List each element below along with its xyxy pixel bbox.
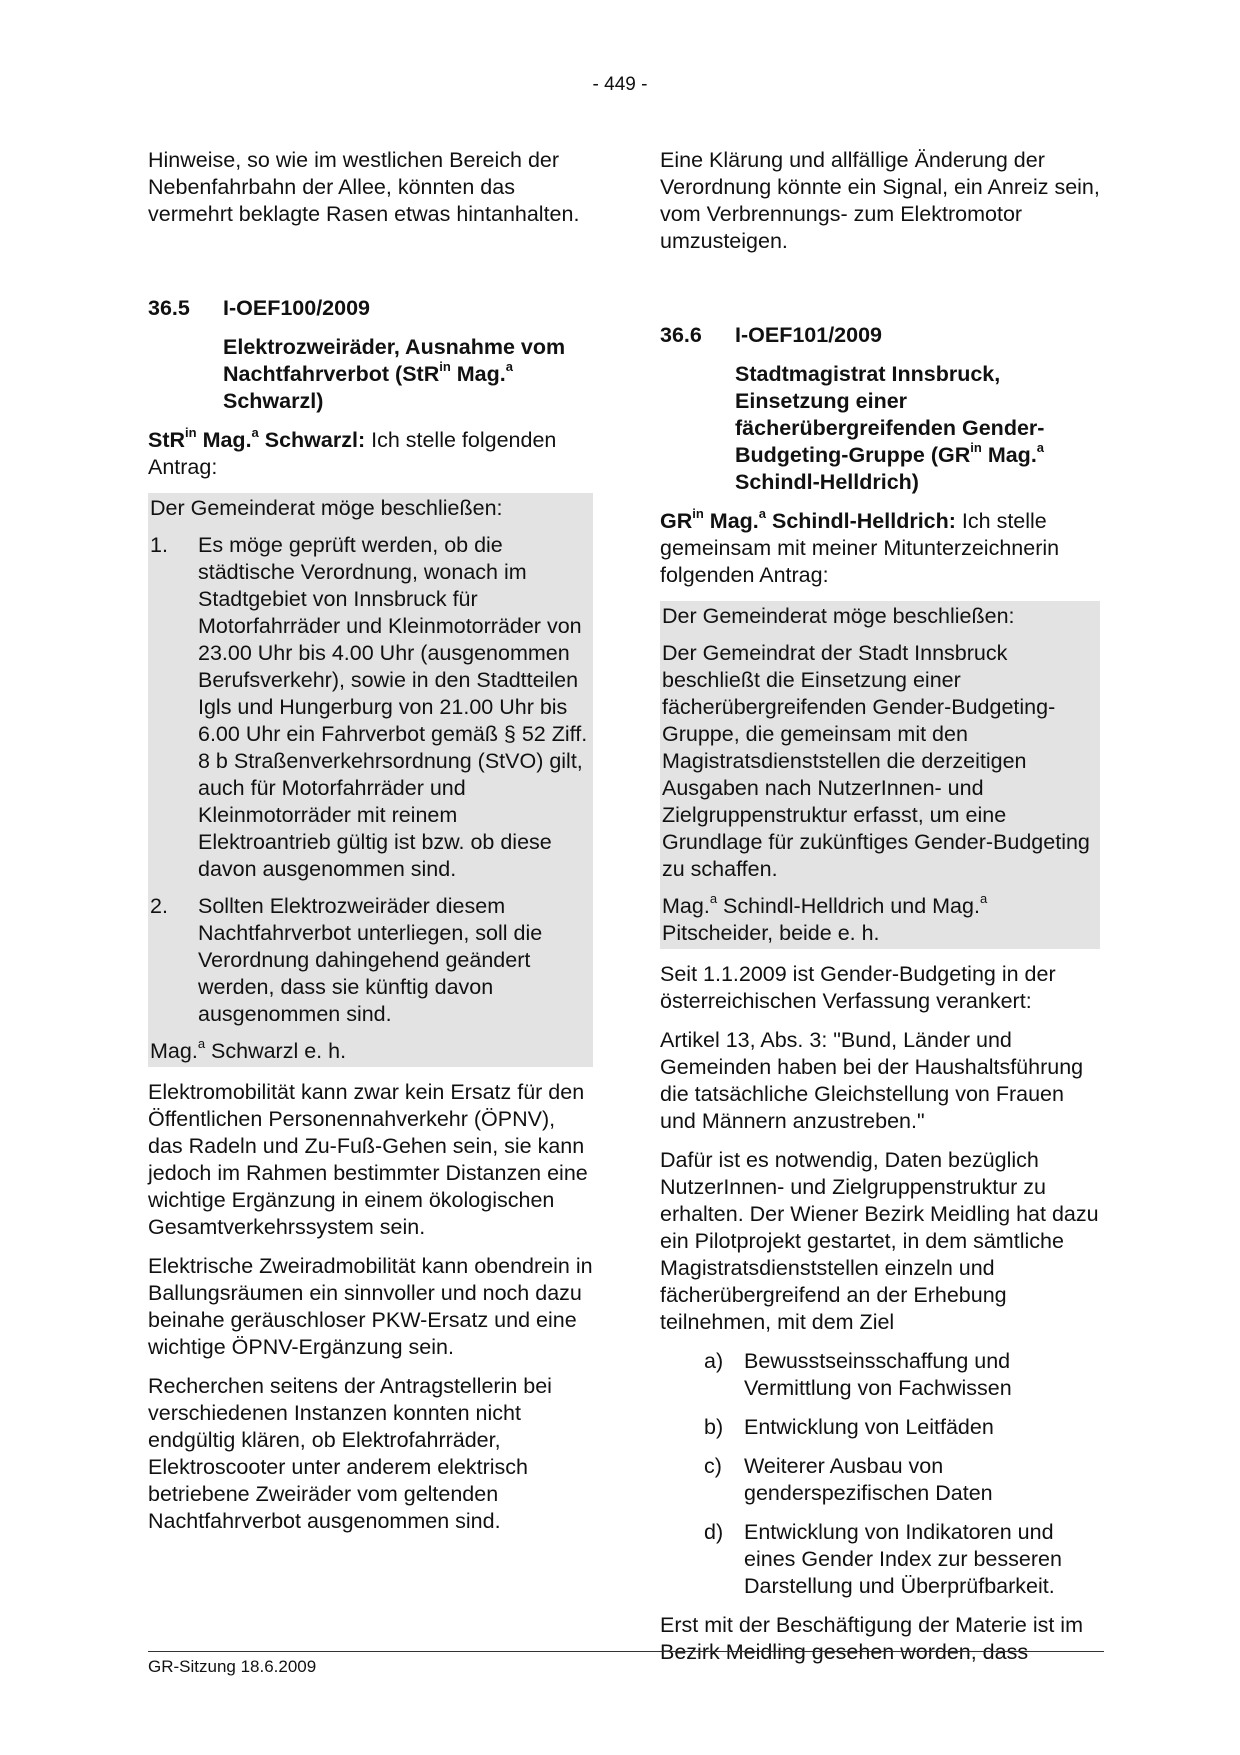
section-heading-36-5: [148, 295, 593, 322]
footer-session-label: GR-Sitzung 18.6.2009: [148, 1657, 317, 1676]
body-paragraph: Seit 1.1.2009 ist Gender-Budgeting in der österreichischen Verfassung verankert:: [660, 962, 1056, 1013]
motion-box: [660, 601, 1100, 949]
section-code: I-OEF101/2009: [735, 323, 883, 347]
body-paragraph: Artikel 13, Abs. 3: "Bund, Länder und Gemeinden haben bei der Haushaltsführung die tatsächliche Gleichstellung von Frauen und Männern anzustreben.": [660, 1028, 1084, 1133]
body-paragraph: Elektrische Zweiradmobilität kann obendrein in Ballungsräumen ein sinnvoller und noch dazu beinahe geräuschloser PKW-Ersatz und eine wichtige ÖPNV-Ergänzung sein.: [148, 1254, 593, 1359]
right-intro-paragraph: Eine Klärung und allfällige Änderung der Verordnung könnte ein Signal, ein Anreiz sein, vom Verbrennungs- zum Elektromotor umzusteigen.: [660, 148, 1100, 253]
motion-list: [150, 532, 591, 1028]
motion-heading: Der Gemeinderat möge beschließen:: [662, 604, 1015, 628]
section-number: 36.5: [148, 296, 190, 320]
motion-signature: Mag.$^a$ Schwarzl e. h.: [150, 1035, 347, 1063]
goal-item: b) Entwicklung von Leitfäden: [704, 1415, 994, 1439]
motion-item: 2. Sollten Elektrozweiräder diesem Nachtfahrverbot unterliegen, soll die Verordnung dahingehend geändert werden, dass sie künftig davon ausgenommen sind.: [150, 894, 543, 1026]
section-number: 36.6: [660, 323, 702, 347]
motion-signature: Mag.$^a$ Schindl-Helldrich und Mag.$^a$ Pitscheider, beide e. h.: [662, 890, 988, 945]
right-column: [660, 147, 1100, 1678]
body-paragraph: Dafür ist es notwendig, Daten bezüglich NutzerInnen- und Zielgruppenstruktur zu erhalten. Der Wiener Bezirk Meidling hat dazu ein Pilotprojekt gestartet, in dem sämtliche Magistratsdienststellen einzeln und fächerübergreifend an der Erhebung teilnehmen, mit dem Ziel: [660, 1148, 1099, 1334]
section-title: Elektrozweiräder, Ausnahme vom Nachtfahrverbot (StR$^{in}$ Mag.$^a$ Schwarzl): [223, 335, 566, 413]
footer-divider: [148, 1651, 1104, 1652]
motion-item: 1. Es möge geprüft werden, ob die städtische Verordnung, wonach im Stadtgebiet von Innsbruck für Motorfahrräder und Kleinmotorräder von 23.00 Uhr bis 4.00 Uhr (ausgenommen Berufsverkehr), sowie in den Stadtteilen Igls und Hungerburg von 21.00 Uhr bis 6.00 Uhr ein Fahrverbot gemäß § 52 Ziff. 8 b Straßenverkehrsordnung (StVO) gilt, auch für Motorfahrräder und Kleinmotorräder mit reinem Elektroantrieb gültig ist bzw. ob diese davon ausgenommen sind.: [150, 533, 588, 881]
section-title: Stadtmagistrat Innsbruck, Einsetzung einer fächerübergreifenden Gender-Budgeting-Gruppe ($GR^{in}$ Mag.$^a$ Schindl-Helldrich): [735, 362, 1045, 494]
section-heading-36-6: [660, 322, 1100, 349]
goal-item: d) Entwicklung von Indikatoren und eines Gender Index zur besseren Darstellung und Überprüfbarkeit.: [704, 1520, 1062, 1598]
body-paragraph: Elektromobilität kann zwar kein Ersatz für den Öffentlichen Personennahverkehr (ÖPNV), das Radeln und Zu-Fuß-Gehen sein, sie kann jedoch im Rahmen bestimmter Distanzen eine wichtige Ergänzung in einem ökologischen Gesamtverkehrssystem sein.: [148, 1080, 588, 1239]
page-number: - 449 -: [592, 74, 648, 95]
body-paragraph: Recherchen seitens der Antragstellerin bei verschiedenen Instanzen konnten nicht endgültig klären, ob Elektrofahrräder, Elektroscooter unter anderem elektrisch betriebene Zweiräder vom geltenden Nachtfahrverbot ausgenommen sind.: [148, 1374, 552, 1533]
body-paragraph: Erst mit der Beschäftigung der Materie ist im Bezirk Meidling gesehen worden, dass: [660, 1613, 1083, 1664]
section-code: I-OEF100/2009: [223, 296, 371, 320]
motion-heading: Der Gemeinderat möge beschließen:: [150, 496, 503, 520]
left-intro-paragraph: Hinweise, so wie im westlichen Bereich der Nebenfahrbahn der Allee, könnten das vermehrt beklagte Rasen etwas hintanhalten.: [148, 148, 580, 226]
left-column: [148, 147, 593, 1547]
motion-text: Der Gemeindrat der Stadt Innsbruck beschließt die Einsetzung einer fächerübergreifenden Gender-Budgeting-Gruppe, die gemeinsam mit den Magistratsdienststellen die derzeitigen Ausgaben nach NutzerInnen- und Zielgruppenstruktur erfasst, um eine Grundlage für zukünftiges Gender-Budgeting zu schaffen.: [662, 641, 1090, 881]
goals-list: [660, 1348, 1100, 1600]
speaker-statement: StR$^{in}$ Mag.$^a$ Schwarzl: Ich stelle folgenden Antrag:: [148, 424, 557, 479]
goal-item: c) Weiterer Ausbau von genderspezifischen Daten: [704, 1454, 993, 1505]
motion-box: [148, 493, 593, 1067]
speaker-statement: $GR^{in}$ Mag.$^a$ Schindl-Helldrich: Ich stelle gemeinsam mit meiner Mitunterzeichnerin folgenden Antrag:: [660, 505, 1060, 587]
goal-item: a) Bewusstseinsschaffung und Vermittlung von Fachwissen: [704, 1349, 1012, 1400]
